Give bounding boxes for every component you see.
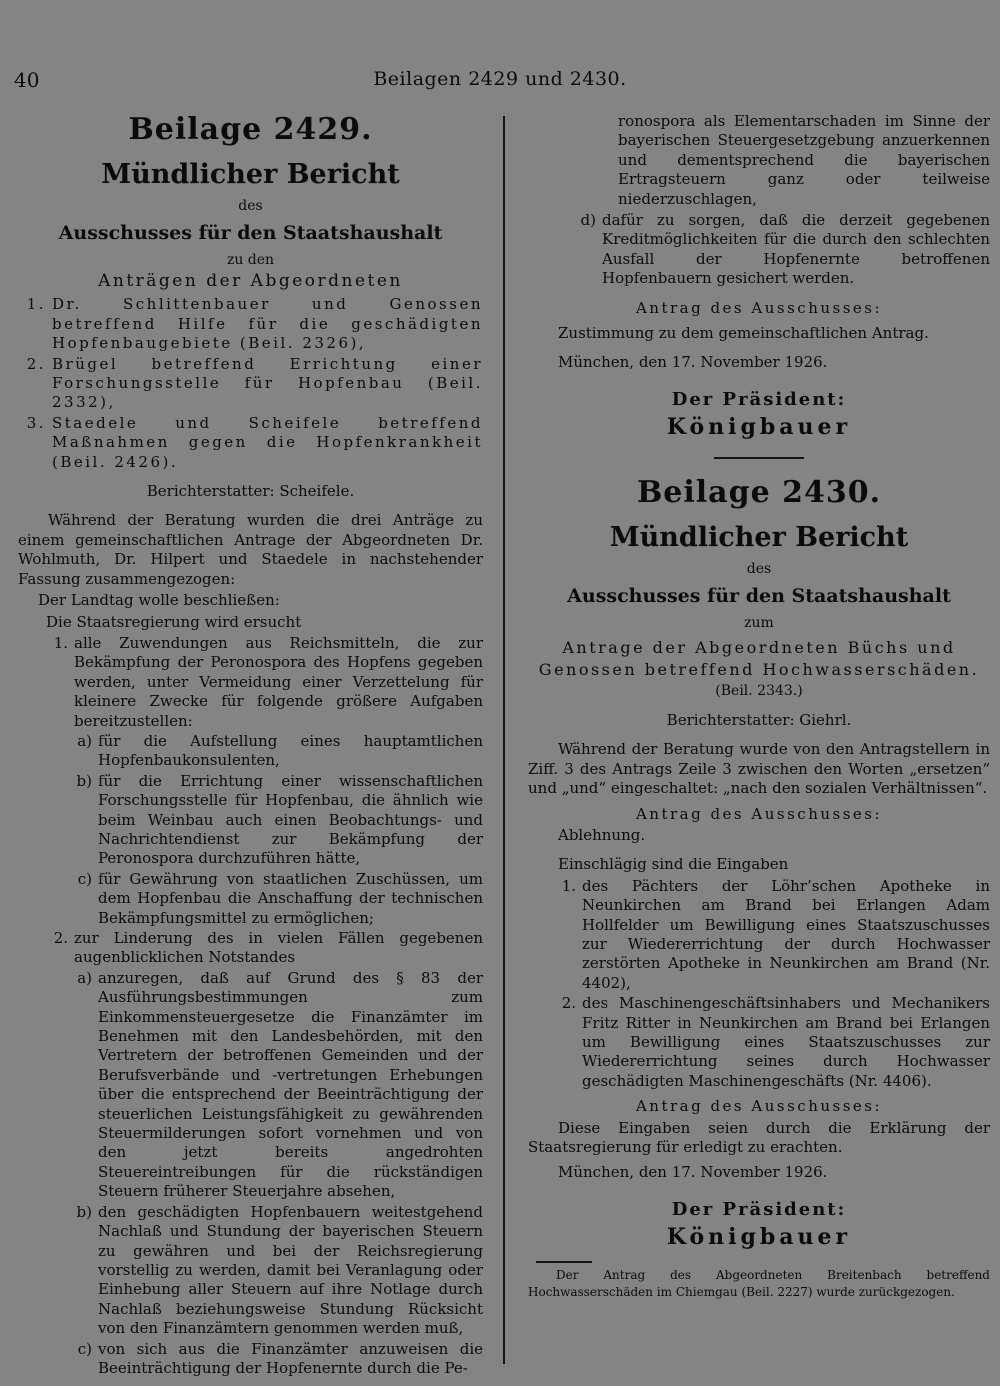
antrag-heading-1: Antrag des Ausschusses: [635, 298, 883, 317]
beilage-2429-title: Beilage 2429. [128, 112, 373, 147]
eingabe-number: 2. [561, 994, 576, 1013]
sub-item-text: für Gewährung von staatlichen Zuschüssen, um dem Hopfenbau die Anschaffung der technischen Bekämpfungsmittel zu ermöglichen; [98, 869, 483, 927]
sub-item-letter: a) [77, 968, 92, 987]
berichterstatter-line: Berichterstatter: Scheifele. [146, 482, 355, 501]
item-number: 1. [53, 633, 68, 652]
sub-item-text: für die Errichtung einer wissenschaftlichen Forschungsstelle für Hopfenbau, die ähnlich wie beim Weinbau auch einen Beobachtungs- und Nachrichtendienst zur Bekämpfung der Peronospora durchzuführen hätte, [98, 771, 483, 868]
continuation-text: ronospora als Elementarschaden im Sinne der bayerischen Steuergesetzgebung anzuerkennen und dementsprechend die bayerischen Ertragsteuern ganz oder teilweise niederzuschlagen, [618, 112, 990, 208]
item-text: alle Zuwendungen aus Reichsmitteln, die zur Bekämpfung der Peronospora des Hopfens gegeben werden, unter Vermeidung einer Verzettelung für kleinere Zwecke für folgende größere Aufgaben bereitzustellen: [74, 633, 483, 730]
sub-item-1b [64, 772, 483, 869]
antrag-item-1 [18, 295, 483, 353]
request-item-2 [40, 929, 483, 968]
beilage-reference: (Beil. 2343.) [715, 682, 803, 699]
eingabe-number: 1. [561, 876, 576, 895]
request-item-1 [40, 634, 483, 731]
president-name-1: Königbauer [666, 413, 852, 440]
footnote: Der Antrag des Abgeordneten Breitenbach betreffend Hochwasserschäden im Chiemgau (Beil. 2227) wurde zurückgezogen. [528, 1267, 990, 1299]
antrag-text: Dr. Schlittenbauer und Genossen betreffend Hilfe für die geschädigten Hopfenbaugebiete (Beil. 2326), [52, 295, 483, 353]
column-divider [503, 116, 505, 1364]
president-label-1: Der Präsident: [671, 388, 847, 410]
landtag-line: Der Landtag wolle beschließen: [38, 591, 280, 610]
des-label-2: des [746, 560, 772, 577]
committee-heading: Ausschusses für den Staatshaushalt [58, 222, 443, 244]
sub-item-text: dafür zu sorgen, daß die derzeit gegebenen Kreditmöglichkeiten für die durch den schlechten Ausfall der Hopfenernte betroffenen Hopfenbauern gesichert werden. [602, 211, 990, 288]
antrag-text-3: Diese Eingaben seien durch die Erklärung der Staatsregierung für erledigt zu erachten. [528, 1118, 990, 1156]
antrag-text-2: Ablehnung. [558, 825, 646, 844]
antrag-number: 1. [26, 295, 46, 314]
des-label: des [238, 198, 263, 214]
sub-item-1a [64, 732, 483, 771]
sub-item-letter: a) [77, 731, 92, 750]
right-column [528, 110, 990, 1301]
beilage-2430-title: Beilage 2430. [636, 474, 882, 510]
section-separator [714, 457, 804, 459]
left-column [18, 108, 483, 1379]
item-number: 2. [53, 929, 68, 947]
president-label-2: Der Präsident: [671, 1198, 847, 1220]
antrag-number: 2. [26, 354, 46, 373]
eingabe-item-2 [548, 994, 990, 1091]
sub-item-2b [64, 1203, 483, 1339]
antrag-number: 3. [26, 413, 46, 432]
sub-item-letter: c) [77, 869, 92, 888]
antrag-text: Brügel betreffend Errichtung einer Forschungsstelle für Hopfenbau (Beil. 2332), [52, 354, 483, 412]
antrag-text: Staedele und Scheifele betreffend Maßnahmen gegen die Hopfenkrankheit (Beil. 2426). [52, 413, 483, 471]
item-text: zur Linderung des in vielen Fällen gegebenen augenblicklichen Notstandes [74, 929, 483, 967]
sub-item-letter: b) [76, 771, 92, 790]
eingaben-intro: Einschlägig sind die Eingaben [558, 855, 789, 874]
committee-heading-2: Ausschusses für den Staatshaushalt [567, 584, 951, 607]
sub-item-text: für die Aufstellung eines hauptamtlichen Hopfenbaukonsulenten, [98, 731, 483, 770]
sub-item-letter: d) [580, 211, 596, 230]
antraege-heading: Anträgen der Abgeordneten [98, 271, 403, 291]
antrag-heading-2: Antrag des Ausschusses: [635, 804, 883, 823]
eingabe-text: des Maschinengeschäftsinhabers und Mechanikers Fritz Ritter in Neunkirchen am Brand bei Erlangen um Bewilligung eines Staatszuschusses zur Wiedererrichtung seines durch Hochwasser geschädigten Maschinengeschäfts (Nr. 4406). [582, 994, 990, 1090]
zum-label: zum [744, 614, 774, 631]
sub-item-text: den geschädigten Hopfenbauern weitestgehend Nachlaß und Stundung der bayerischen Steuern zu gewähren und bei der Reichsregierung vorstellig zu werden, damit bei Veranlagung oder Einhebung aller Steuern auf ihre Notlage durch Nachlaß beziehungsweise Stundung Rücksicht von den Finanzämtern genommen werden muß, [98, 1202, 483, 1338]
sub-item-letter: c) [77, 1339, 92, 1358]
antrag-subject: Antrage der Abgeordneten Büchs und Genossen betreffend Hochwasserschäden. [538, 637, 980, 679]
intro-paragraph: Während der Beratung wurden die drei Anträge zu einem gemeinschaftlichen Antrage der Abgeordneten Dr. Wohlmuth, Dr. Hilpert und Staedele in nachstehender Fassung zusammengezogen: [18, 511, 483, 588]
antrag-item-3 [18, 414, 483, 472]
date-line-1: München, den 17. November 1926. [558, 353, 828, 372]
page-header [0, 68, 1000, 94]
sub-item-1c [64, 870, 483, 928]
president-name-2: Königbauer [666, 1223, 852, 1250]
sub-item-2a [64, 969, 483, 1202]
sub-item-text: von sich aus die Finanzämter anzuweisen die Beeinträchtigung der Hopfenernte durch die Pe- [98, 1339, 483, 1377]
footnote-rule [536, 1261, 592, 1263]
antrag-heading-3: Antrag des Ausschusses: [635, 1097, 883, 1116]
sub-item-2c [64, 1340, 483, 1379]
antrag-item-2 [18, 355, 483, 413]
ersucht-line: Die Staatsregierung wird ersucht [46, 612, 302, 631]
sub-item-2d [568, 211, 990, 289]
report-heading-2: Mündlicher Bericht [609, 521, 909, 553]
sub-item-text: anzuregen, daß auf Grund des § 83 der Ausführungsbestimmungen zum Einkommensteuergesetze die Finanzämter im Benehmen mit den Landesbehörden, mit den Vertretern der betroffenen Gemeinden und der Berufsverbände und -vertretungen Erhebungen über die entsprechend der Beeinträchtigung der steuerlichen Leistungsfähigkeit zu gewährenden Steuermilderungen sofort vornehmen und von den jetzt bereits angedrohten Steuereintreibungen für die rückständigen Steuern früherer Steuerjahre absehen, [98, 968, 483, 1201]
date-line-2: München, den 17. November 1926. [558, 1163, 828, 1182]
antrag-text-1: Zustimmung zu dem gemeinschaftlichen Antrag. [558, 324, 929, 343]
sub-item-letter: b) [76, 1202, 92, 1221]
zu-den-label: zu den [226, 252, 275, 268]
report-heading: Mündlicher Bericht [101, 159, 400, 190]
change-paragraph: Während der Beratung wurde von den Antragstellern in Ziff. 3 des Antrags Zeile 3 zwischen den Worten „ersetzen“ und „und“ eingeschaltet: „nach den sozialen Verhältnissen“. [528, 740, 990, 798]
running-title: Beilagen 2429 und 2430. [373, 68, 627, 90]
page-number: 40 [14, 68, 40, 92]
berichterstatter-line-2: Berichterstatter: Giehrl. [666, 710, 852, 729]
eingabe-text: des Pächters der Löhr’schen Apotheke in Neunkirchen am Brand bei Erlangen Adam Hollfelder um Bewilligung eines Staatszuschusses zur Wiedererrichtung der durch Hochwasser zerstörten Apotheke in Neunkirchen am Brand (Nr. 4402), [582, 876, 990, 992]
eingabe-item-1 [548, 877, 990, 993]
